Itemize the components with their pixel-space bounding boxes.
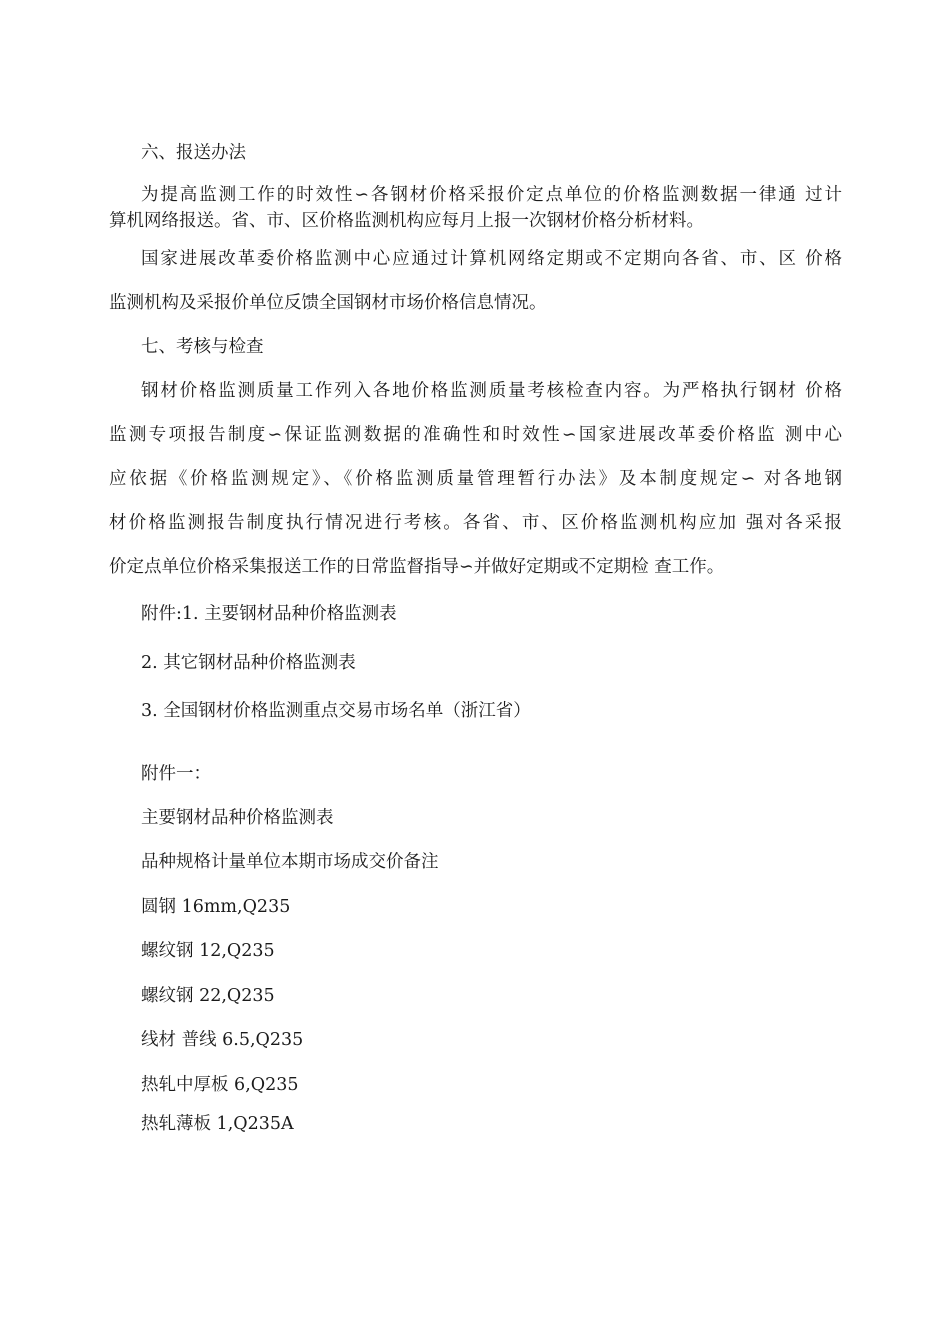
table-row: 线材 普线 6.5,Q235 — [141, 1030, 304, 1050]
paragraph-line: 应依据《价格监测规定》、《价格监测质量管理暂行办法》及本制度规定∽ 对各地钢 — [109, 469, 842, 489]
appendix-title: 主要钢材品种价格监测表 — [141, 808, 334, 828]
table-header-line: 品种规格计量单位本期市场成交价备注 — [141, 852, 439, 872]
paragraph-line: 算机网络报送。省、市、区价格监测机构应每月上报一次钢材价格分析材料。 — [109, 211, 704, 231]
paragraph-line: 监测专项报告制度∽保证监测数据的准确性和时效性∽国家进展改革委价格监 测中心 — [109, 425, 842, 445]
attachment-item: 3. 全国钢材价格监测重点交易市场名单（浙江省） — [141, 701, 531, 721]
paragraph-line: 价定点单位价格采集报送工作的日常监督指导∽并做好定期或不定期检 查工作。 — [109, 557, 725, 577]
paragraph-line: 监测机构及采报价单位反馈全国钢材市场价格信息情况。 — [109, 293, 547, 313]
attachment-item: 附件:1. 主要钢材品种价格监测表 — [141, 604, 397, 624]
table-row: 螺纹钢 22,Q235 — [141, 986, 275, 1006]
section-heading-reporting: 六、报送办法 — [141, 143, 246, 163]
table-row: 热轧薄板 1,Q235A — [141, 1114, 294, 1134]
paragraph-line: 钢材价格监测质量工作列入各地价格监测质量考核检查内容。为严格执行钢材 价格 — [141, 381, 842, 401]
table-row: 螺纹钢 12,Q235 — [141, 941, 275, 961]
appendix-label: 附件一： — [141, 764, 211, 784]
paragraph-line: 材价格监测报告制度执行情况进行考核。各省、市、区价格监测机构应加 强对各采报 — [109, 513, 842, 533]
table-row: 圆钢 16mm,Q235 — [141, 897, 291, 917]
attachment-item: 2. 其它钢材品种价格监测表 — [141, 653, 356, 673]
paragraph-line: 为提高监测工作的时效性∽各钢材价格采报价定点单位的价格监测数据一律通 过计 — [141, 185, 842, 205]
section-heading-assessment: 七、考核与检查 — [141, 337, 264, 357]
paragraph-line: 国家进展改革委价格监测中心应通过计算机网络定期或不定期向各省、市、区 价格 — [141, 249, 842, 269]
table-row: 热轧中厚板 6,Q235 — [141, 1075, 299, 1095]
